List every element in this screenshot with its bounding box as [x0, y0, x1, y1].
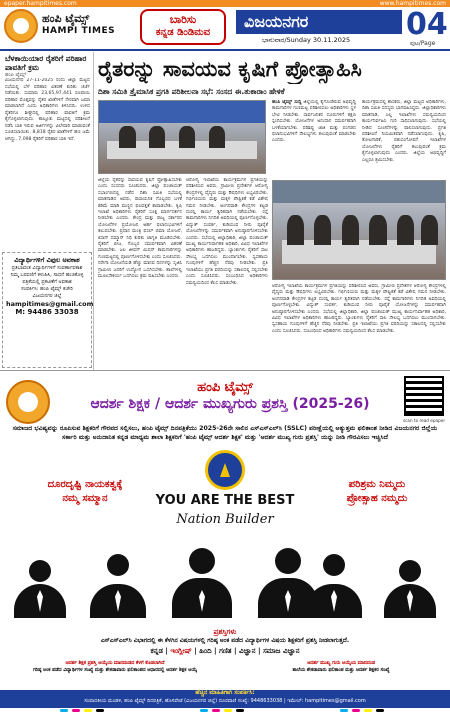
meeting-photo-1 [98, 100, 266, 174]
edition-name: ವಿಜಯನಗರ [236, 10, 402, 34]
left-slogan-line-2: ನಮ್ಮ ಸಮ್ಮಾನ [62, 493, 108, 504]
page-number: 04 [406, 7, 448, 42]
student-box-line: ಪ್ರತಿಭಾವಂತ ವಿದ್ಯಾರ್ಥಿಗಳಿಗೆ ಸುವರ್ಣಾವಕಾಶ [11, 265, 83, 271]
student-box-line: ಸಂಪರ್ಕಿಸಿ: ಹಂಪಿ ಟೈಮ್ಸ್ ಕಚೇರಿ [21, 286, 73, 292]
award-description: ಸಮಾಜದ ಭವಿಷ್ಯವನ್ನು ರೂಪಿಸುವ ಶಿಕ್ಷಕರಿಗೆ ಗೌರವದ ಸಲ್ಲಿಸಲು, ಹಂಪಿ ಟೈಮ್ಸ್ ದಿನಪತ್ರಿಕೆಯು 2025-26ನೇ ಸಾಲಿನ ಎಸ್ಎಸ್ಎಲ್‌ಸಿ (SSLC) ಪರೀಕ್ಷೆಯಲ್ಲಿ ಅತ್ಯುತ್ತಮ ಫಲಿತಾಂಶ ನೀಡಿದ ವಿಜಯನಗರ ಜಿಲ್ಲೆಯ ಸರ್ಕಾರಿ ಮತ್ತು ಅನುದಾನಿತ ಕನ್ನಡ ಮಾಧ್ಯಮ ಶಾಲಾ ಶಿಕ್ಷಕರಿಗೆ 'ಹಂಪಿ ಟೈಮ್ಸ್ ಆದರ್ಶ ಶಿಕ್ಷಕ' ಮತ್ತು 'ಆದರ್ಶ ಮುಖ್ಯ ಗುರು ಪ್ರಶಸ್ತಿ' ಯನ್ನು ನೀಡಿ ಗೌರವಿಸಲು ಇಚ್ಚಿಸಿದೆ [12, 425, 438, 441]
subject-kannada: ಕನ್ನಡ [150, 647, 163, 655]
student-box-line: ಪತ್ರಿಕೆಯಲ್ಲಿ ಪ್ರಕಟಣೆಗೆ ಅವಕಾಶ [22, 279, 72, 285]
teacher-criteria-note [10, 660, 220, 674]
article-col2-text: ಆರೋಗ್ಯ ಇಲಾಖೆಯ ಕಾರ್ಯಕ್ರಮಗಳ ಪ್ರಗತಿಯನ್ನು ಪರಿಶೀಲಿಸಿದ ಅವರು, ಗ್ರಾಮೀಣ ಪ್ರದೇಶಗಳ ಆರೋಗ್ಯ ಕೇಂದ್ರಗಳಲ್ಲಿ ವೈದ್ಯರು ಮತ್ತು ಔಷಧಿಗಳು ಲಭ್ಯವಿರಬೇಕು. ಗರ್ಭಿಣಿಯರು ಮತ್ತು ಮಕ್ಕಳ ಪೌಷ್ಟಿಕತೆ ಕಡೆ ವಿಶೇಷ ಗಮನ ನೀಡಬೇಕು. ಅಂಗನವಾಡಿ ಕೇಂದ್ರಗಳ ಕಟ್ಟಡ ದುರಸ್ತಿ ಕಾರ್ಯ ತ್ವರಿತವಾಗಿ ನಡೆಯಬೇಕು. ರಸ್ತೆ ಕಾಮಗಾರಿಗಳು ನಿಗದಿತ ಅವಧಿಯಲ್ಲಿ ಪೂರ್ಣಗೊಳ್ಳಬೇಕು. ವಿದ್ಯುತ್ ಸಂಪರ್ಕ, ಕುಡಿಯುವ ನೀರು ಪೂರೈಕೆ ಯೋಜನೆಗಳನ್ನು ಸಮರ್ಪಕವಾಗಿ ಅನುಷ್ಠಾನಗೊಳಿಸಬೇಕು ಎಂದರು. ಸಭೆಯಲ್ಲಿ ಜಿಲ್ಲಾಧಿಕಾರಿ, ಜಿಲ್ಲಾ ಪಂಚಾಯತ್ ಮುಖ್ಯ ಕಾರ್ಯನಿರ್ವಾಹಕ ಅಧಿಕಾರಿ, ವಿವಿಧ ಇಲಾಖೆಗಳ ಅಧಿಕಾರಿಗಳು ಹಾಜರಿದ್ದರು. ಬ್ಯಾಂಕುಗಳು ರೈತರಿಗೆ ಸಾಲ ಸೌಲಭ್ಯ ಒದಗಿಸಲು ಮುಂದಾಗಬೇಕು. ಸ್ವಸಹಾಯ ಗುಂಪುಗಳಿಗೆ ಹೆಚ್ಚಿನ ನೆರವು ನೀಡಬೇಕು. ಪ್ರತಿ ಇಲಾಖೆಯು ಪ್ರಗತಿ ವರದಿಯನ್ನು ಸಕಾಲದಲ್ಲಿ ಸಲ್ಲಿಸಬೇಕು ಎಂದು ಸೂಚಿಸಿದರು. ಸಂಬಂಧಿಸಿದ ಅಧಿಕಾರಿಗಳು ಸಮನ್ವಯದಿಂದ ಕೆಲಸ ಮಾಡಬೇಕು. [186, 178, 268, 286]
right-slogan-line-1: ಪರಿಶ್ರಮ ನಿಮ್ಮದು [348, 479, 406, 490]
student-box-title: ವಿದ್ಯಾರ್ಥಿಗಳಿಗೆ ವಿಫುಲ ಅವಕಾಶ [14, 256, 80, 264]
teacher-criteria-title: ಆದರ್ಶ ಶಿಕ್ಷಕ ಪ್ರಶಸ್ತಿ ಆಯ್ಕೆಯ ಮಾನದಂಡದ ಕೆಳಗೆ ಕೊಡಲಾಗಿದೆ [65, 661, 165, 666]
page-label: ಪುಟ/Page [410, 40, 436, 47]
left-article-byline: ಹಂಪಿ ಟೈಮ್ಸ್ [5, 72, 27, 78]
award-title: ಆದರ್ಶ ಶಿಕ್ಷಕ / ಆದರ್ಶ ಮುಖ್ಯಗುರು ಪ್ರಶಸ್ತಿ (2025-26) [90, 396, 370, 412]
subject-social-science: ಸಮಾಜ ವಿಜ್ಞಾನ [262, 647, 300, 655]
student-opportunity-box [2, 252, 92, 368]
teacher-silhouette-icon [90, 554, 146, 618]
brand-name-kannada: ಹಂಪಿ ಟೈಮ್ಸ್ [42, 12, 90, 25]
hampi-times-logo [4, 9, 38, 43]
teacher-silhouette-icon [172, 548, 232, 618]
slogan-line-2: ಕನ್ನಡ ಡಿಂಡಿಮವ [155, 27, 211, 38]
article-byline: ಹಂಪಿ ಟೈಮ್ಸ್ ಸುದ್ದಿ [272, 100, 302, 105]
slogan-box [140, 9, 226, 45]
right-slogan-line-2: ಪ್ರೋತ್ಸಾಹ ನಮ್ಮದು [346, 493, 408, 504]
right-slogan [318, 478, 436, 506]
teacher-silhouette-icon [384, 560, 436, 618]
subject-science: ವಿಜ್ಞಾನ [238, 647, 256, 655]
headmaster-criteria-body: ಶಾಲೆಯ ಶೇಕಡಾವಾರು ಫಲಿತಾಂಶ ಮತ್ತು ಆದರ್ಶ ಶಿಕ್ಷಕರ ಸಂಖ್ಯೆ [292, 668, 390, 673]
nation-builder-subtitle: Nation Builder [176, 512, 274, 527]
teacher-criteria-body: ಗರಿಷ್ಠ ಅಂಕ ಪಡೆದ ವಿದ್ಯಾರ್ಥಿಗಳ ಸಂಖ್ಯೆ ಮತ್ತು ಶೇಕಡಾವಾರು ಫಲಿತಾಂಶದ ಆಧಾರದಲ್ಲಿ ಆದರ್ಶ ಶಿಕ್ಷಕ ಆಯ್ಕೆ [32, 668, 198, 673]
qr-code[interactable] [404, 376, 444, 416]
contact-bar [0, 690, 450, 708]
qr-caption: scan to read epaper [402, 418, 446, 423]
left-article-body: ವಿಜಯನಗರ 27-11-2025 ರಂದು ಜಿಲ್ಲಾ ಮಟ್ಟದ ಸಭೆಯಲ್ಲಿ ಬೆಳೆ ಪರಿಹಾರ ವಿತರಣೆ ಕುರಿತು ಚರ್ಚೆ ನಡೆಯಿತು. ಸುಮಾರು 23,65,97,441 ರೂಪಾಯಿ ಪರಿಹಾರ ಮೊತ್ತವನ್ನು ರೈತರ ಖಾತೆಗಳಿಗೆ ನೇರವಾಗಿ ಜಮಾ ಮಾಡಲಾಗಿದೆ ಎಂದು ಅಧಿಕಾರಿಗಳು ತಿಳಿಸಿದರು. ಉಳಿದ ರೈತರಿಗೂ ಶೀಘ್ರದಲ್ಲಿ ಪರಿಹಾರ ಪಾವತಿಗೆ ಕ್ರಮ ಕೈಗೊಳ್ಳಲಾಗುವುದು. ತಾಲ್ಲೂಕು ಮಟ್ಟದಲ್ಲಿ ಪರಿಶೀಲನೆ ನಡೆಸಿ ಬಾಕಿ ಇರುವ ಅರ್ಜಿಗಳನ್ನು ವಿಲೇವಾರಿ ಮಾಡುವಂತೆ ಸೂಚಿಸಲಾಯಿತು. 8,818 ರೈತರ ಖಾತೆಗಳಿಗೆ ಹಣ ಜಮೆ ಆಗಿದ್ದು, 7,098 ರೈತರಿಗೆ ಪರಿಹಾರ ಬಾಕಿ ಇದೆ. [5, 78, 90, 142]
main-headline[interactable]: ರೈತರನ್ನು ಸಾವಯವ ಕೃಷಿಗೆ ಪ್ರೋತ್ಸಾಹಿಸಿ [98, 57, 362, 81]
awards-category-title: ಪ್ರಶಸ್ತಿಗಳು [213, 628, 237, 636]
brand-name-english: HAMPI TIMES [42, 26, 116, 36]
article-column-2 [186, 178, 268, 368]
left-article-headline[interactable]: ಬೆಳಕಾಯಿಯಾರ ರೈತರಿಗೆ ಪರಿಹಾರ ಪಾವತಿಗೆ ಕ್ರಮ [5, 54, 87, 72]
article-column-4 [362, 100, 446, 178]
left-slogan [30, 478, 140, 506]
student-box-email[interactable]: hampitimes@gmail.com [6, 300, 94, 308]
student-box-phone: M: 94486 33038 [15, 308, 79, 316]
best-title: YOU ARE THE BEST [155, 493, 295, 508]
awards-category-description: ಎಸ್ಎಸ್ಎಲ್‌ಸಿ ವಿಭಾಗದಲ್ಲಿ ಈ ಕೆಳಗಿನ ವಿಷಯಗಳಲ್ಲಿ ಗರಿಷ್ಠ ಅಂಕ ಪಡೆದ ವಿದ್ಯಾರ್ಥಿಗಳ ವಿಷಯ ಶಿಕ್ಷಕರಿಗೆ ಪ್ರಶಸ್ತಿ ನೀಡಲಾಗುತ್ತದೆ. [100, 637, 350, 644]
header-divider [0, 49, 450, 51]
website-url[interactable]: www.hampitimes.com [379, 0, 446, 7]
article-col4-text: ಕಾರ್ಯಕ್ರಮದಲ್ಲಿ ಶಾಸಕರು, ಜಿಲ್ಲಾ ಮಟ್ಟದ ಅಧಿಕಾರಿಗಳು, ದಿಶಾ ಸಮಿತಿ ಸದಸ್ಯರು ಭಾಗವಹಿಸಿದ್ದರು. ಜಿಲ್ಲಾಧಿಕಾರಿಗಳು ಮಾತನಾಡಿ, ಎಲ್ಲ ಇಲಾಖೆಗಳು ಸಮನ್ವಯದಿಂದ ಕಾರ್ಯನಿರ್ವಹಿಸಿ ಗುರಿ ಸಾಧಿಸಲಾಗುವುದು. ಸಭೆಯಲ್ಲಿ ನೀಡಿದ ಸೂಚನೆಗಳನ್ನು ಪಾಲಿಸಲಾಗುವುದು. ಪ್ರಗತಿ ಪರಿಶೀಲನೆ ನಿಯಮಿತವಾಗಿ ನಡೆಸಲಾಗುವುದು. ಕೃಷಿ, ತೋಟಗಾರಿಕೆ, ಪಶುಸಂಗೋಪನೆ ಇಲಾಖೆಗಳ ಯೋಜನೆಗಳು ರೈತರಿಗೆ ತಲುಪುವಂತೆ ಕ್ರಮ ಕೈಗೊಳ್ಳಲಾಗುವುದು ಎಂದರು. ಜಿಲ್ಲೆಯ ಅಭಿವೃದ್ಧಿಗೆ ಎಲ್ಲರೂ ಶ್ರಮಿಸಬೇಕು. [362, 100, 446, 163]
left-slogan-line-1: ದೂರದೃಷ್ಟಿ ನಾಯಕತ್ವಕ್ಕೆ [47, 479, 123, 490]
contact-title: ಹೆಚ್ಚಿನ ಮಾಹಿತಿಗಾಗಿ ಸಂಪರ್ಕಿಸಿ: [195, 690, 255, 696]
teacher-silhouette-icon [14, 560, 66, 618]
subject-maths: ಗಣಿತ [219, 647, 232, 655]
ad-brand-name: ಹಂಪಿ ಟೈಮ್ಸ್ [197, 380, 253, 395]
teacher-silhouettes [0, 540, 450, 620]
hampi-times-ad-logo [6, 380, 50, 424]
dateline: ಭಾನುವಾರ/Sunday 30.11.2025 [262, 36, 351, 44]
color-registration-marks [0, 708, 450, 713]
article-column-5 [272, 284, 446, 368]
teacher-silhouette-icon [306, 554, 362, 618]
section-divider [0, 370, 450, 371]
article-col4-continued: ಆರೋಗ್ಯ ಇಲಾಖೆಯ ಕಾರ್ಯಕ್ರಮಗಳ ಪ್ರಗತಿಯನ್ನು ಪರಿಶೀಲಿಸಿದ ಅವರು, ಗ್ರಾಮೀಣ ಪ್ರದೇಶಗಳ ಆರೋಗ್ಯ ಕೇಂದ್ರಗಳಲ್ಲಿ ವೈದ್ಯರು ಮತ್ತು ಔಷಧಿಗಳು ಲಭ್ಯವಿರಬೇಕು. ಗರ್ಭಿಣಿಯರು ಮತ್ತು ಮಕ್ಕಳ ಪೌಷ್ಟಿಕತೆ ಕಡೆ ವಿಶೇಷ ಗಮನ ನೀಡಬೇಕು. ಅಂಗನವಾಡಿ ಕೇಂದ್ರಗಳ ಕಟ್ಟಡ ದುರಸ್ತಿ ಕಾರ್ಯ ತ್ವರಿತವಾಗಿ ನಡೆಯಬೇಕು. ರಸ್ತೆ ಕಾಮಗಾರಿಗಳು ನಿಗದಿತ ಅವಧಿಯಲ್ಲಿ ಪೂರ್ಣಗೊಳ್ಳಬೇಕು. ವಿದ್ಯುತ್ ಸಂಪರ್ಕ, ಕುಡಿಯುವ ನೀರು ಪೂರೈಕೆ ಯೋಜನೆಗಳನ್ನು ಸಮರ್ಪಕವಾಗಿ ಅನುಷ್ಠಾನಗೊಳಿಸಬೇಕು ಎಂದರು. ಸಭೆಯಲ್ಲಿ ಜಿಲ್ಲಾಧಿಕಾರಿ, ಜಿಲ್ಲಾ ಪಂಚಾಯತ್ ಮುಖ್ಯ ಕಾರ್ಯನಿರ್ವಾಹಕ ಅಧಿಕಾರಿ, ವಿವಿಧ ಇಲಾಖೆಗಳ ಅಧಿಕಾರಿಗಳು ಹಾಜರಿದ್ದರು. ಬ್ಯಾಂಕುಗಳು ರೈತರಿಗೆ ಸಾಲ ಸೌಲಭ್ಯ ಒದಗಿಸಲು ಮುಂದಾಗಬೇಕು. ಸ್ವಸಹಾಯ ಗುಂಪುಗಳಿಗೆ ಹೆಚ್ಚಿನ ನೆರವು ನೀಡಬೇಕು. ಪ್ರತಿ ಇಲಾಖೆಯು ಪ್ರಗತಿ ವರದಿಯನ್ನು ಸಕಾಲದಲ್ಲಿ ಸಲ್ಲಿಸಬೇಕು ಎಂದು ಸೂಚಿಸಿದರು. ಸಂಬಂಧಿಸಿದ ಅಧಿಕಾರಿಗಳು ಸಮನ್ವಯದಿಂದ ಕೆಲಸ ಮಾಡಬೇಕು. [272, 284, 446, 334]
student-box-line: ನಿಮ್ಮ ಬರವಣಿಗೆ ಕಳುಹಿಸಿ, ಸಾಧನೆ ಹಂಚಿಕೊಳ್ಳಿ [10, 272, 84, 278]
award-subjects: ಕನ್ನಡ | ಇಂಗ್ಲೀಷ್ | ಹಿಂದಿ | ಗಣಿತ | ವಿಜ್ಞಾನ | ಸಮಾಜ ವಿಜ್ಞಾನ [150, 647, 300, 655]
contact-details[interactable]: ಸಂಪಾದಕೀಯ ಮಂಡಳಿ, ಹಂಪಿ ಟೈಮ್ಸ್ ದಿನಪತ್ರಿಕೆ, ಹೊಸಪೇಟೆ (ವಿಜಯನಗರ ಜಿಲ್ಲೆ) ದೂರವಾಣಿ ಸಂಖ್ಯೆ: 9448633038 | ಇಮೇಲ್: hampitimes@gmail.com [84, 698, 366, 704]
student-box-line: ವಿಜಯನಗರ ಜಿಲ್ಲೆ [32, 293, 62, 299]
article-col1-text: ಜಿಲ್ಲೆಯ ರೈತರನ್ನು ಸಾವಯವ ಕೃಷಿಗೆ ಪ್ರೋತ್ಸಾಹಿಸಬೇಕು ಎಂದು ಸಂಸದರು ಸೂಚಿಸಿದರು. ಜಿಲ್ಲಾ ಪಂಚಾಯತ್ ಸಭಾಂಗಣದಲ್ಲಿ ನಡೆದ ದಿಶಾ ಸಮಿತಿ ಸಭೆಯಲ್ಲಿ ಮಾತನಾಡಿದ ಅವರು, ರಾಸಾಯನಿಕ ಗೊಬ್ಬರದ ಬಳಕೆ ಕಡಿಮೆ ಮಾಡಿ ಮಣ್ಣಿನ ಫಲವತ್ತತೆ ಕಾಪಾಡಬೇಕು. ಕೃಷಿ ಇಲಾಖೆ ಅಧಿಕಾರಿಗಳು ರೈತರಿಗೆ ಸೂಕ್ತ ಮಾರ್ಗದರ್ಶನ ನೀಡಬೇಕು ಎಂದರು. ಕೇಂದ್ರ ಮತ್ತು ರಾಜ್ಯ ಸರ್ಕಾರದ ಯೋಜನೆಗಳ ಪ್ರಯೋಜನ ಅರ್ಹ ಫಲಾನುಭವಿಗಳಿಗೆ ತಲುಪಬೇಕು. ಪ್ರಧಾನ ಮಂತ್ರಿ ಫಸಲ್ ಬಿಮಾ ಯೋಜನೆ, ಕಿಸಾನ್ ಸಮ್ಮಾನ್ ನಿಧಿ ಕುರಿತು ಜಾಗೃತಿ ಮೂಡಿಸಬೇಕು. ರೈತರಿಗೆ ಬೀಜ, ಗೊಬ್ಬರ ಸಮರ್ಪಕವಾಗಿ ವಿತರಣೆ ಮಾಡಬೇಕು. ಜಲ ಜೀವನ್ ಮಿಷನ್ ಕಾಮಗಾರಿಗಳನ್ನು ಗುಣಮಟ್ಟದಲ್ಲಿ ಪೂರ್ಣಗೊಳಿಸಬೇಕು ಎಂದು ಸೂಚಿಸಿದರು. ನರೇಗಾ ಯೋಜನೆಯಡಿ ಹೆಚ್ಚು ಮಾನವ ದಿನಗಳನ್ನು ಸೃಜಿಸಿ ಗ್ರಾಮೀಣ ಜನರಿಗೆ ಉದ್ಯೋಗ ಒದಗಿಸಬೇಕು. ಶಾಲೆಗಳಲ್ಲಿ ಮೂಲಸೌಕರ್ಯ ಒದಗಿಸಲು ಕ್ರಮ ವಹಿಸಬೇಕು ಎಂದರು. [98, 178, 182, 280]
epaper-url[interactable]: epaper.hampitimes.com [4, 0, 77, 7]
main-subheadline: ದಿಶಾ ಸಮಿತಿ ತ್ರೈಮಾಸಿಕ ಪ್ರಗತಿ ಪರಿಶೀಲನಾ ಸಭೆ: ಸಂಸದ ಈ.ತುಕಾರಾಂ ಹೇಳಿಕೆ [98, 87, 285, 96]
award-emblem-icon [205, 450, 245, 490]
headmaster-criteria-title: ಆದರ್ಶ ಮುಖ್ಯ ಗುರು ಆಯ್ಕೆಯ ಮಾನದಂಡ [307, 661, 375, 666]
headmaster-criteria-note [236, 660, 446, 674]
subject-hindi: ಹಿಂದಿ [199, 647, 212, 655]
slogan-line-1: ಬಾರಿಸು [169, 13, 197, 26]
meeting-photo-2 [272, 180, 446, 280]
article-col3-text: ಜಿಲ್ಲೆಯಲ್ಲಿ ಕೈಗೊಂಡಿರುವ ಅಭಿವೃದ್ಧಿ ಕಾಮಗಾರಿಗಳ ಗುಣಮಟ್ಟ ಪರಿಶೀಲಿಸಲು ಅಧಿಕಾರಿಗಳು ಸ್ಥಳ ಭೇಟಿ ನೀಡಬೇಕು. ಸಾರ್ವಜನಿಕರ ದೂರುಗಳಿಗೆ ತಕ್ಷಣ ಸ್ಪಂದಿಸಬೇಕು. ಯೋಜನೆಗಳ ಅನುದಾನ ಸಮರ್ಪಕವಾಗಿ ಬಳಕೆಯಾಗಬೇಕು. ಪರಿಶಿಷ್ಟ ಜಾತಿ ಮತ್ತು ಪಂಗಡದ ಫಲಾನುಭವಿಗಳಿಗೆ ಸೌಲಭ್ಯಗಳು ತಲುಪುವಂತೆ ಮಾಡಬೇಕು ಎಂದರು. [272, 100, 356, 144]
article-column-3 [272, 100, 356, 178]
article-column-1 [98, 178, 182, 368]
subject-english: ಇಂಗ್ಲೀಷ್ [170, 647, 192, 655]
